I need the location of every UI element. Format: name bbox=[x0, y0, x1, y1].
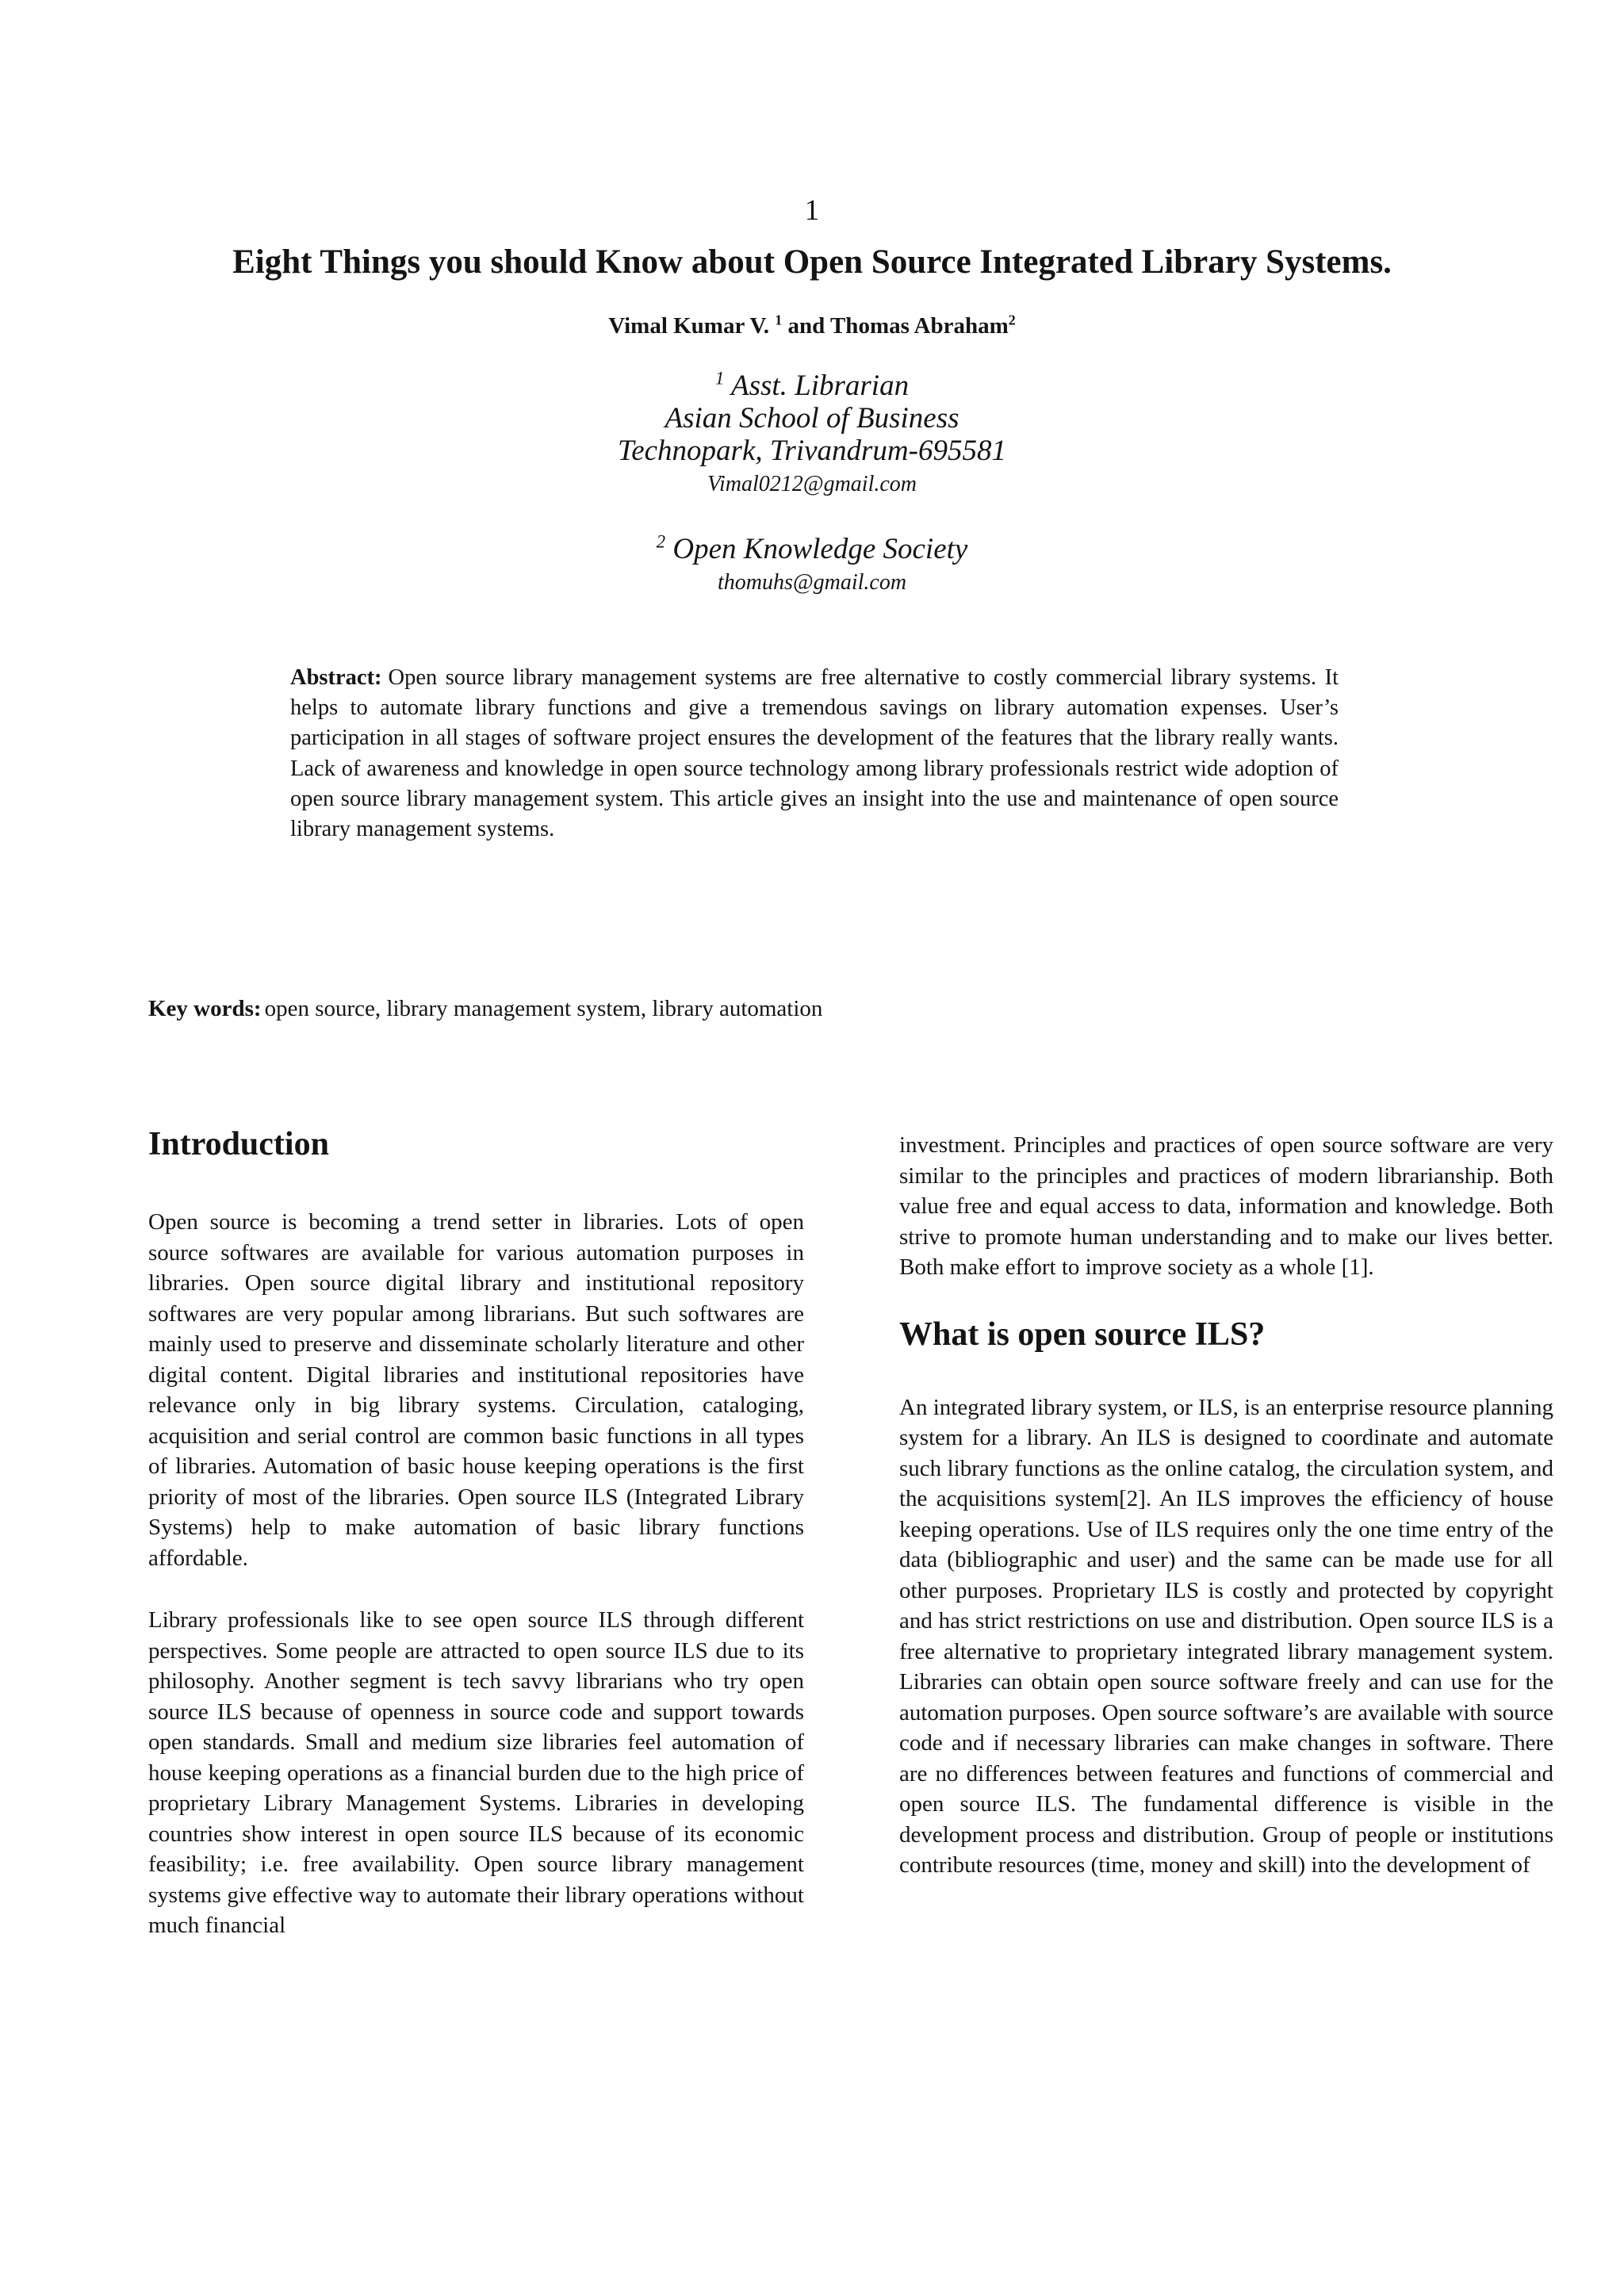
affiliation-1-line-3: Technopark, Trivandrum-695581 bbox=[618, 435, 1006, 467]
introduction-paragraph-2: Library professionals like to see open source ILS through different perspectives. Some people are attracted to open source ILS due to its philosophy. Another segment is tech savvy librarians who try open source ILS because of openness in source code and support towards open standards. Small and medium size libraries feel automation of house keeping operations as a financial burden due to the high price of proprietary Library Management Systems. Libraries in developing countries show interest in open source ILS because of its economic feasibility; i.e. free availability. Open source library management systems give effective way to automate their library operations without much financial bbox=[148, 1607, 804, 1938]
abstract bbox=[290, 663, 1339, 844]
author-2-affiliation-mark: 2 bbox=[1008, 312, 1016, 328]
keywords bbox=[148, 996, 1496, 1022]
open-source-ils-paragraph: An integrated library system, or ILS, is an enterprise resource planning system for a library. An ILS is designed to coordinate and automate such library functions as the online catalog, the circulation system, and the acquisitions system[2]. An ILS improves the efficiency of house keeping operations. Use of ILS requires only the one time entry of the data (bibliographic and user) and the same can be made use for all other purposes. Proprietary ILS is costly and protected by copyright and has strict restrictions on use and distribution. Open source ILS is a free alternative to proprietary integrated library management system. Libraries can obtain open source software freely and can use for the automation purposes. Open source software’s are available with source code and if necessary libraries can make changes in software. There are no differences between features and functions of commercial and open source ILS. The fundamental difference is visible in the development process and distribution. Group of people or institutions contribute resources (time, money and skill) into the development of bbox=[899, 1394, 1553, 1878]
paper-title: Eight Things you should Know about Open Source Integrated Library Systems. bbox=[232, 243, 1392, 281]
introduction-heading: Introduction bbox=[148, 1126, 329, 1162]
author-1-name: Vimal Kumar V. bbox=[608, 313, 769, 339]
keywords-text: open source, library management system, library automation bbox=[264, 996, 823, 1021]
abstract-label: Abstract: bbox=[290, 665, 382, 690]
abstract-text: Open source library management systems are free alternative to costly commercial library systems. It helps to automate library functions and give a tremendous savings on library automation expenses. User’s participation in all stages of software project ensures the development of the features that the library really wants. Lack of awareness and knowledge in open source technology among library professionals restrict wide adoption of open source library management system. This article gives an insight into the use and maintenance of open source library management systems. bbox=[290, 665, 1339, 842]
affiliation-2 bbox=[0, 533, 1624, 597]
affiliation-2-email: thomuhs@gmail.com bbox=[717, 570, 907, 595]
introduction-paragraph-1: Open source is becoming a trend setter in libraries. Lots of open source softwares are available for various automation purposes in libraries. Open source digital library and institutional repository softwares are very popular among librarians. But such softwares are mainly used to preserve and disseminate scholarly literature and other digital content. Digital libraries and institutional repositories have relevance only in big library systems. Circulation, cataloging, acquisition and serial control are common basic functions in all types of libraries. Automation of basic house keeping operations is the first priority of most of the libraries. Open source ILS (Integrated Library Systems) help to make automation of basic library functions affordable. bbox=[148, 1209, 804, 1571]
affiliation-1-line-2: Asian School of Business bbox=[665, 402, 959, 435]
affiliation-1 bbox=[0, 370, 1624, 499]
left-column bbox=[148, 1124, 804, 1941]
affiliation-1-line-1 bbox=[0, 370, 1624, 402]
right-column bbox=[899, 1130, 1553, 1881]
introduction-paragraph-2-continued: investment. Principles and practices of open source software are very similar to the principles and practices of modern librarianship. Both value free and equal access to data, information and knowledge. Both strive to promote human understanding and to make our lives better. Both make effort to improve society as a whole [1]. bbox=[899, 1132, 1553, 1280]
author-2-name: and Thomas Abraham bbox=[787, 313, 1009, 339]
author-1-affiliation-mark: 1 bbox=[775, 312, 783, 328]
affiliation-2-org: Open Knowledge Society bbox=[672, 533, 968, 565]
page-number: 1 bbox=[804, 194, 820, 227]
affiliation-1-role: Asst. Librarian bbox=[730, 370, 910, 402]
affiliation-1-mark: 1 bbox=[714, 368, 725, 389]
affiliation-2-line-1 bbox=[0, 533, 1624, 565]
keywords-label: Key words: bbox=[148, 996, 262, 1021]
open-source-ils-heading: What is open source ILS? bbox=[899, 1316, 1266, 1353]
author-line bbox=[0, 313, 1624, 339]
affiliation-2-mark: 2 bbox=[656, 531, 666, 552]
affiliation-1-email: Vimal0212@gmail.com bbox=[707, 472, 917, 496]
